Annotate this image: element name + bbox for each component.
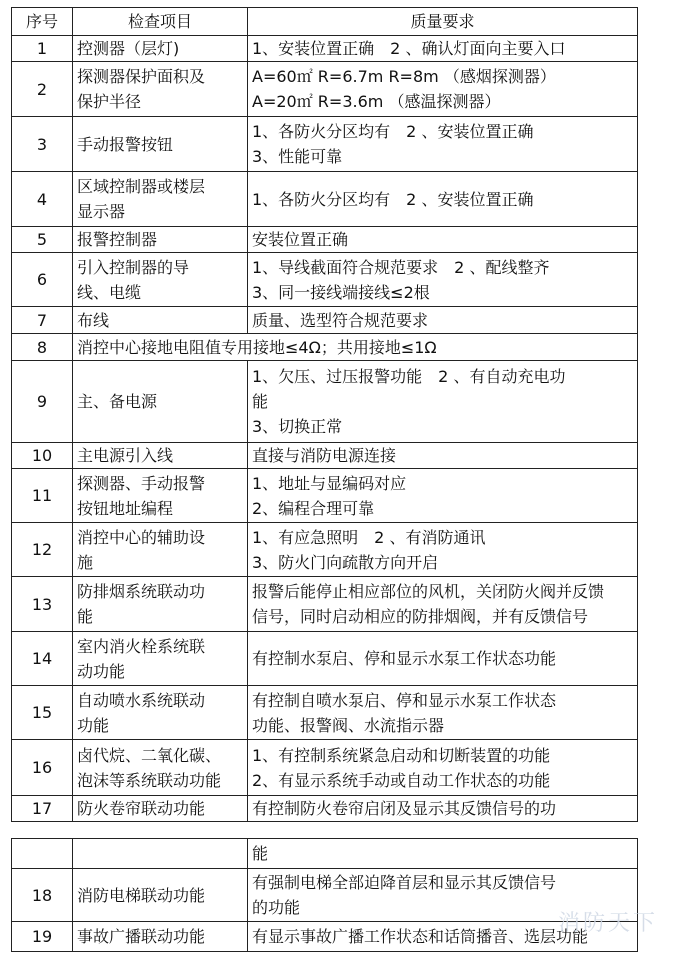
table-row xyxy=(12,307,638,334)
requirement xyxy=(248,839,638,869)
check-item xyxy=(73,36,248,62)
requirement-line: 信号，同时启动相应的防排烟阀，并有反馈信号 xyxy=(252,607,589,626)
quality-table-continued xyxy=(11,838,638,952)
table-row xyxy=(12,443,638,469)
check-item-line: 泡沫等系统联动功能 xyxy=(77,770,222,790)
table-row xyxy=(12,361,638,443)
requirement xyxy=(248,632,638,686)
requirement-line: 质量、选型符合规范要求 xyxy=(252,310,429,330)
requirement-line: 1、有应急照明 2 、有消防通讯 xyxy=(252,527,486,547)
table-row xyxy=(12,922,638,952)
check-item-line: 主电源引入线 xyxy=(77,446,174,465)
table-row xyxy=(12,172,638,227)
requirement xyxy=(248,62,638,117)
requirement-line: 2、有显示系统手动或自动工作状态的功能 xyxy=(252,770,551,790)
check-item-line: 主、备电源 xyxy=(77,392,158,411)
requirement-line: 1、地址与显编码对应 xyxy=(252,473,407,493)
table-row xyxy=(12,686,638,740)
check-item xyxy=(73,443,248,469)
requirement-line: 1、安装位置正确 2 、确认灯面向主要入口 xyxy=(252,39,566,58)
requirement-line: 安装位置正确 xyxy=(252,230,349,249)
check-item-line: 手动报警按钮 xyxy=(77,134,174,154)
check-item xyxy=(73,117,248,172)
check-item-line: 探测器保护面积及 xyxy=(77,67,206,86)
table-row xyxy=(12,839,638,869)
header-requirement: 质量要求 xyxy=(248,8,638,36)
check-item-line: 区域控制器或楼层 xyxy=(77,177,206,196)
check-item xyxy=(73,227,248,253)
check-item-line: 卤代烷、二氧化碳、 xyxy=(77,745,222,765)
requirement-line: 2、编程合理可靠 xyxy=(252,498,375,518)
requirement xyxy=(248,577,638,632)
row-number: 16 xyxy=(12,740,73,796)
row-number: 19 xyxy=(12,922,73,952)
check-item xyxy=(73,869,248,922)
check-item-line: 探测器、手动报警 xyxy=(77,473,206,493)
check-item xyxy=(73,62,248,117)
quality-table xyxy=(11,7,638,822)
table-row xyxy=(12,469,638,523)
header-item: 检查项目 xyxy=(73,8,248,36)
requirement xyxy=(248,469,638,523)
requirement-line: 有控制防火卷帘启闭及显示其反馈信号的功 xyxy=(252,799,557,818)
requirement xyxy=(248,740,638,796)
row-number: 7 xyxy=(12,307,73,334)
row-number xyxy=(12,839,73,869)
requirement-line: 直接与消防电源连接 xyxy=(252,446,397,465)
check-item-line: 显示器 xyxy=(77,202,126,221)
requirement-line: 能 xyxy=(252,392,269,411)
header-no: 序号 xyxy=(12,8,73,36)
check-item xyxy=(73,253,248,307)
requirement-line: 3、性能可靠 xyxy=(252,147,343,166)
check-item-line: 防火卷帘联动功能 xyxy=(77,799,206,818)
table-row xyxy=(12,36,638,62)
check-item-line: 消控中心接地电阻值专用接地≤4Ω；共用接地≤1Ω xyxy=(77,337,437,357)
row-number: 6 xyxy=(12,253,73,307)
check-item-line: 能 xyxy=(77,607,94,626)
requirement xyxy=(248,36,638,62)
check-item xyxy=(73,577,248,632)
requirement-line: 有控制水泵启、停和显示水泵工作状态功能 xyxy=(252,649,557,668)
requirement-line: 1、导线截面符合规范要求 2 、配线整齐 xyxy=(252,257,550,277)
requirement xyxy=(248,361,638,443)
check-item-line: 保护半径 xyxy=(77,92,142,111)
table-row xyxy=(12,62,638,117)
requirement xyxy=(248,307,638,334)
check-item xyxy=(73,686,248,740)
requirement xyxy=(248,253,638,307)
table-row xyxy=(12,334,638,361)
check-item-line: 自动喷水系统联动 xyxy=(77,690,206,710)
check-item-line: 室内消火栓系统联 xyxy=(77,636,206,656)
requirement-line: 1、各防火分区均有 2 、安装位置正确 xyxy=(252,189,534,209)
requirement-line: A=60㎡ R=6.7m R=8m （感烟探测器） xyxy=(252,67,556,86)
table-row xyxy=(12,869,638,922)
requirement xyxy=(248,523,638,577)
table-row xyxy=(12,253,638,307)
check-item-line: 按钮地址编程 xyxy=(77,498,174,518)
check-item xyxy=(73,307,248,334)
row-number: 10 xyxy=(12,443,73,469)
requirement-line: 3、防火门向疏散方向开启 xyxy=(252,552,439,572)
row-number: 1 xyxy=(12,36,73,62)
table-row xyxy=(12,227,638,253)
requirement-line: 功能、报警阀、水流指示器 xyxy=(252,715,445,735)
row-number: 11 xyxy=(12,469,73,523)
table-row xyxy=(12,632,638,686)
requirement-line: 1、各防火分区均有 2 、安装位置正确 xyxy=(252,122,534,141)
check-item xyxy=(73,839,248,869)
requirement-line: 报警后能停止相应部位的风机，关闭防火阀并反馈 xyxy=(252,582,605,601)
check-item-line: 消防电梯联动功能 xyxy=(77,885,206,905)
row-number: 3 xyxy=(12,117,73,172)
requirement-line: 有控制自喷水泵启、停和显示水泵工作状态 xyxy=(252,690,557,710)
check-item xyxy=(73,469,248,523)
check-item xyxy=(73,796,248,822)
check-item-line: 动功能 xyxy=(77,661,126,681)
check-item-line: 布线 xyxy=(77,310,110,330)
requirement-line: 有显示事故广播工作状态和话筒播音、选层功能 xyxy=(252,927,589,946)
header-row xyxy=(12,8,638,36)
row-number: 4 xyxy=(12,172,73,227)
row-number: 18 xyxy=(12,869,73,922)
check-item-line: 功能 xyxy=(77,715,110,735)
row-number: 5 xyxy=(12,227,73,253)
requirement xyxy=(248,117,638,172)
row-number: 15 xyxy=(12,686,73,740)
row-number: 9 xyxy=(12,361,73,443)
check-item-line: 防排烟系统联动功 xyxy=(77,582,206,601)
table-row xyxy=(12,740,638,796)
table-row xyxy=(12,523,638,577)
row-number: 8 xyxy=(12,334,73,361)
check-item xyxy=(73,740,248,796)
requirement-line: 1、欠压、过压报警功能 2 、有自动充电功 xyxy=(252,367,566,386)
check-item xyxy=(73,632,248,686)
requirement-line: 3、切换正常 xyxy=(252,417,343,436)
check-item xyxy=(73,172,248,227)
requirement xyxy=(248,227,638,253)
check-item xyxy=(73,334,638,361)
row-number: 14 xyxy=(12,632,73,686)
check-item-line: 线、电缆 xyxy=(77,282,142,302)
row-number: 13 xyxy=(12,577,73,632)
row-number: 12 xyxy=(12,523,73,577)
table-row xyxy=(12,577,638,632)
requirement-line: A=20㎡ R=3.6m （感温探测器） xyxy=(252,92,501,111)
requirement-line: 有强制电梯全部迫降首层和显示其反馈信号 xyxy=(252,873,557,892)
check-item-line: 事故广播联动功能 xyxy=(77,927,206,946)
requirement xyxy=(248,443,638,469)
requirement-line: 能 xyxy=(252,844,269,863)
check-item xyxy=(73,523,248,577)
check-item-line: 引入控制器的导 xyxy=(77,257,190,277)
watermark: 消防天下 xyxy=(557,911,658,936)
requirement-line: 1、有控制系统紧急启动和切断装置的功能 xyxy=(252,745,551,765)
check-item xyxy=(73,361,248,443)
check-item-line: 施 xyxy=(77,552,94,572)
row-number: 2 xyxy=(12,62,73,117)
requirement xyxy=(248,686,638,740)
requirement xyxy=(248,172,638,227)
table-row xyxy=(12,796,638,822)
requirement xyxy=(248,796,638,822)
requirement-line: 3、同一接线端接线≤2根 xyxy=(252,282,430,302)
check-item xyxy=(73,922,248,952)
check-item-line: 消控中心的辅助设 xyxy=(77,527,206,547)
row-number: 17 xyxy=(12,796,73,822)
check-item-line: 控测器（层灯) xyxy=(77,39,180,58)
requirement-line: 的功能 xyxy=(252,898,301,917)
table-row xyxy=(12,117,638,172)
check-item-line: 报警控制器 xyxy=(77,230,158,249)
